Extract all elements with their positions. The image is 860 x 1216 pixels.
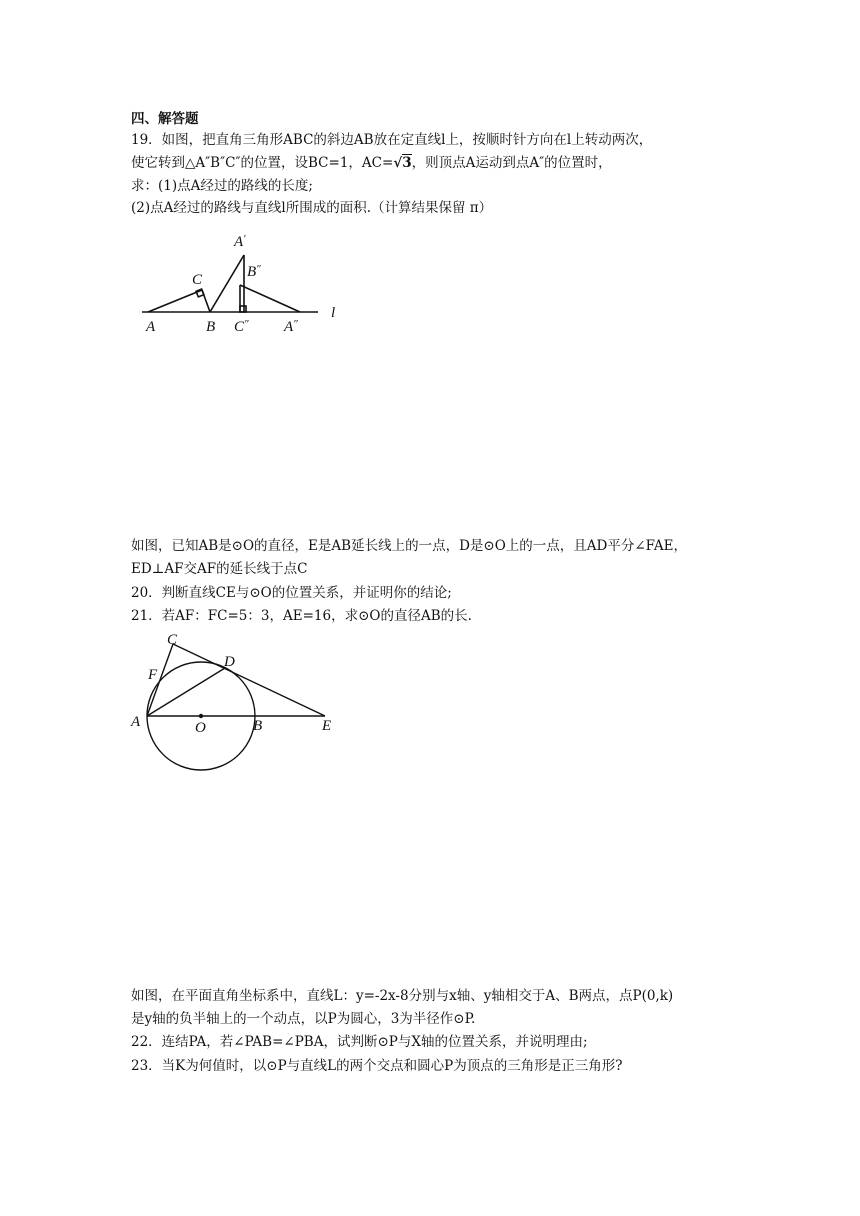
q20-question: 20．判断直线CE与⊙O的位置关系，并证明你的结论; (131, 585, 452, 601)
label-C: C (192, 272, 203, 288)
q19-line-2-a: 使它转到△A″B″C″的位置，设BC=1，AC= (131, 155, 394, 171)
segment-CE (173, 644, 325, 716)
sqrt-radicand: 3 (402, 155, 412, 171)
right-angle-C2 (240, 306, 246, 312)
sqrt-expression: √3 (393, 155, 412, 171)
q19-line-2 (131, 154, 612, 172)
label-F: F (148, 667, 158, 683)
label-B-dprime: B″ (247, 263, 261, 280)
label-C: C (167, 632, 178, 648)
label-B: B (253, 718, 263, 734)
q19-line-4: (2)点A经过的路线与直线l所围成的面积.（计算结果保留 π） (131, 200, 493, 216)
q20-intro-line-1: 如图，已知AB是⊙O的直径，E是AB延长线上的一点，D是⊙O上的一点，且AD平分∠FAE， (131, 538, 687, 554)
q22-intro-line-1: 如图，在平面直角坐标系中，直线L：y=-2x-8分别与x轴、y轴相交于A、B两点，点P(0,k) (131, 988, 674, 1004)
segment-BA1 (210, 255, 244, 312)
q20-circle-figure (125, 628, 350, 778)
label-O: O (195, 720, 206, 736)
label-E: E (322, 718, 332, 734)
label-l: l (331, 305, 336, 321)
label-C-dprime: C″ (234, 318, 249, 335)
q22-intro-line-2: 是y轴的负半轴上的一个动点，以P为圆心，3为半径作⊙P. (131, 1011, 476, 1027)
q19-rotation-figure (130, 225, 360, 345)
label-A: A (146, 319, 156, 335)
q22-question: 22．连结PA，若∠PAB=∠PBA，试判断⊙P与X轴的位置关系，并说明理由; (131, 1034, 588, 1050)
label-B: B (206, 319, 216, 335)
segment-AC (148, 290, 202, 312)
label-A-dprime: A″ (284, 318, 298, 335)
segment-B2A2 (240, 285, 300, 312)
label-D: D (224, 654, 235, 670)
q23-question: 23．当K为何值时，以⊙P与直线L的两个交点和圆心P为顶点的三角形是正三角形? (131, 1058, 623, 1074)
label-A-prime: A′ (234, 233, 246, 250)
q19-line-1: 19．如图，把直角三角形ABC的斜边AB放在定直线l上，按顺时针方向在l上转动两次， (131, 132, 653, 148)
center-point-O (199, 714, 203, 718)
segment-AD (147, 668, 225, 716)
q19-line-2-b: ，则顶点A运动到点A″的位置时， (411, 155, 612, 171)
q20-intro-line-2: ED⊥AF交AF的延长线于点C (131, 561, 308, 577)
right-angle-C (196, 289, 204, 297)
q21-question: 21．若AF：FC=5：3，AE=16，求⊙O的直径AB的长. (131, 608, 472, 624)
q19-line-3: 求：(1)点A经过的路线的长度; (131, 178, 313, 194)
section-heading: 四、解答题 (131, 111, 199, 127)
label-A: A (131, 714, 141, 730)
